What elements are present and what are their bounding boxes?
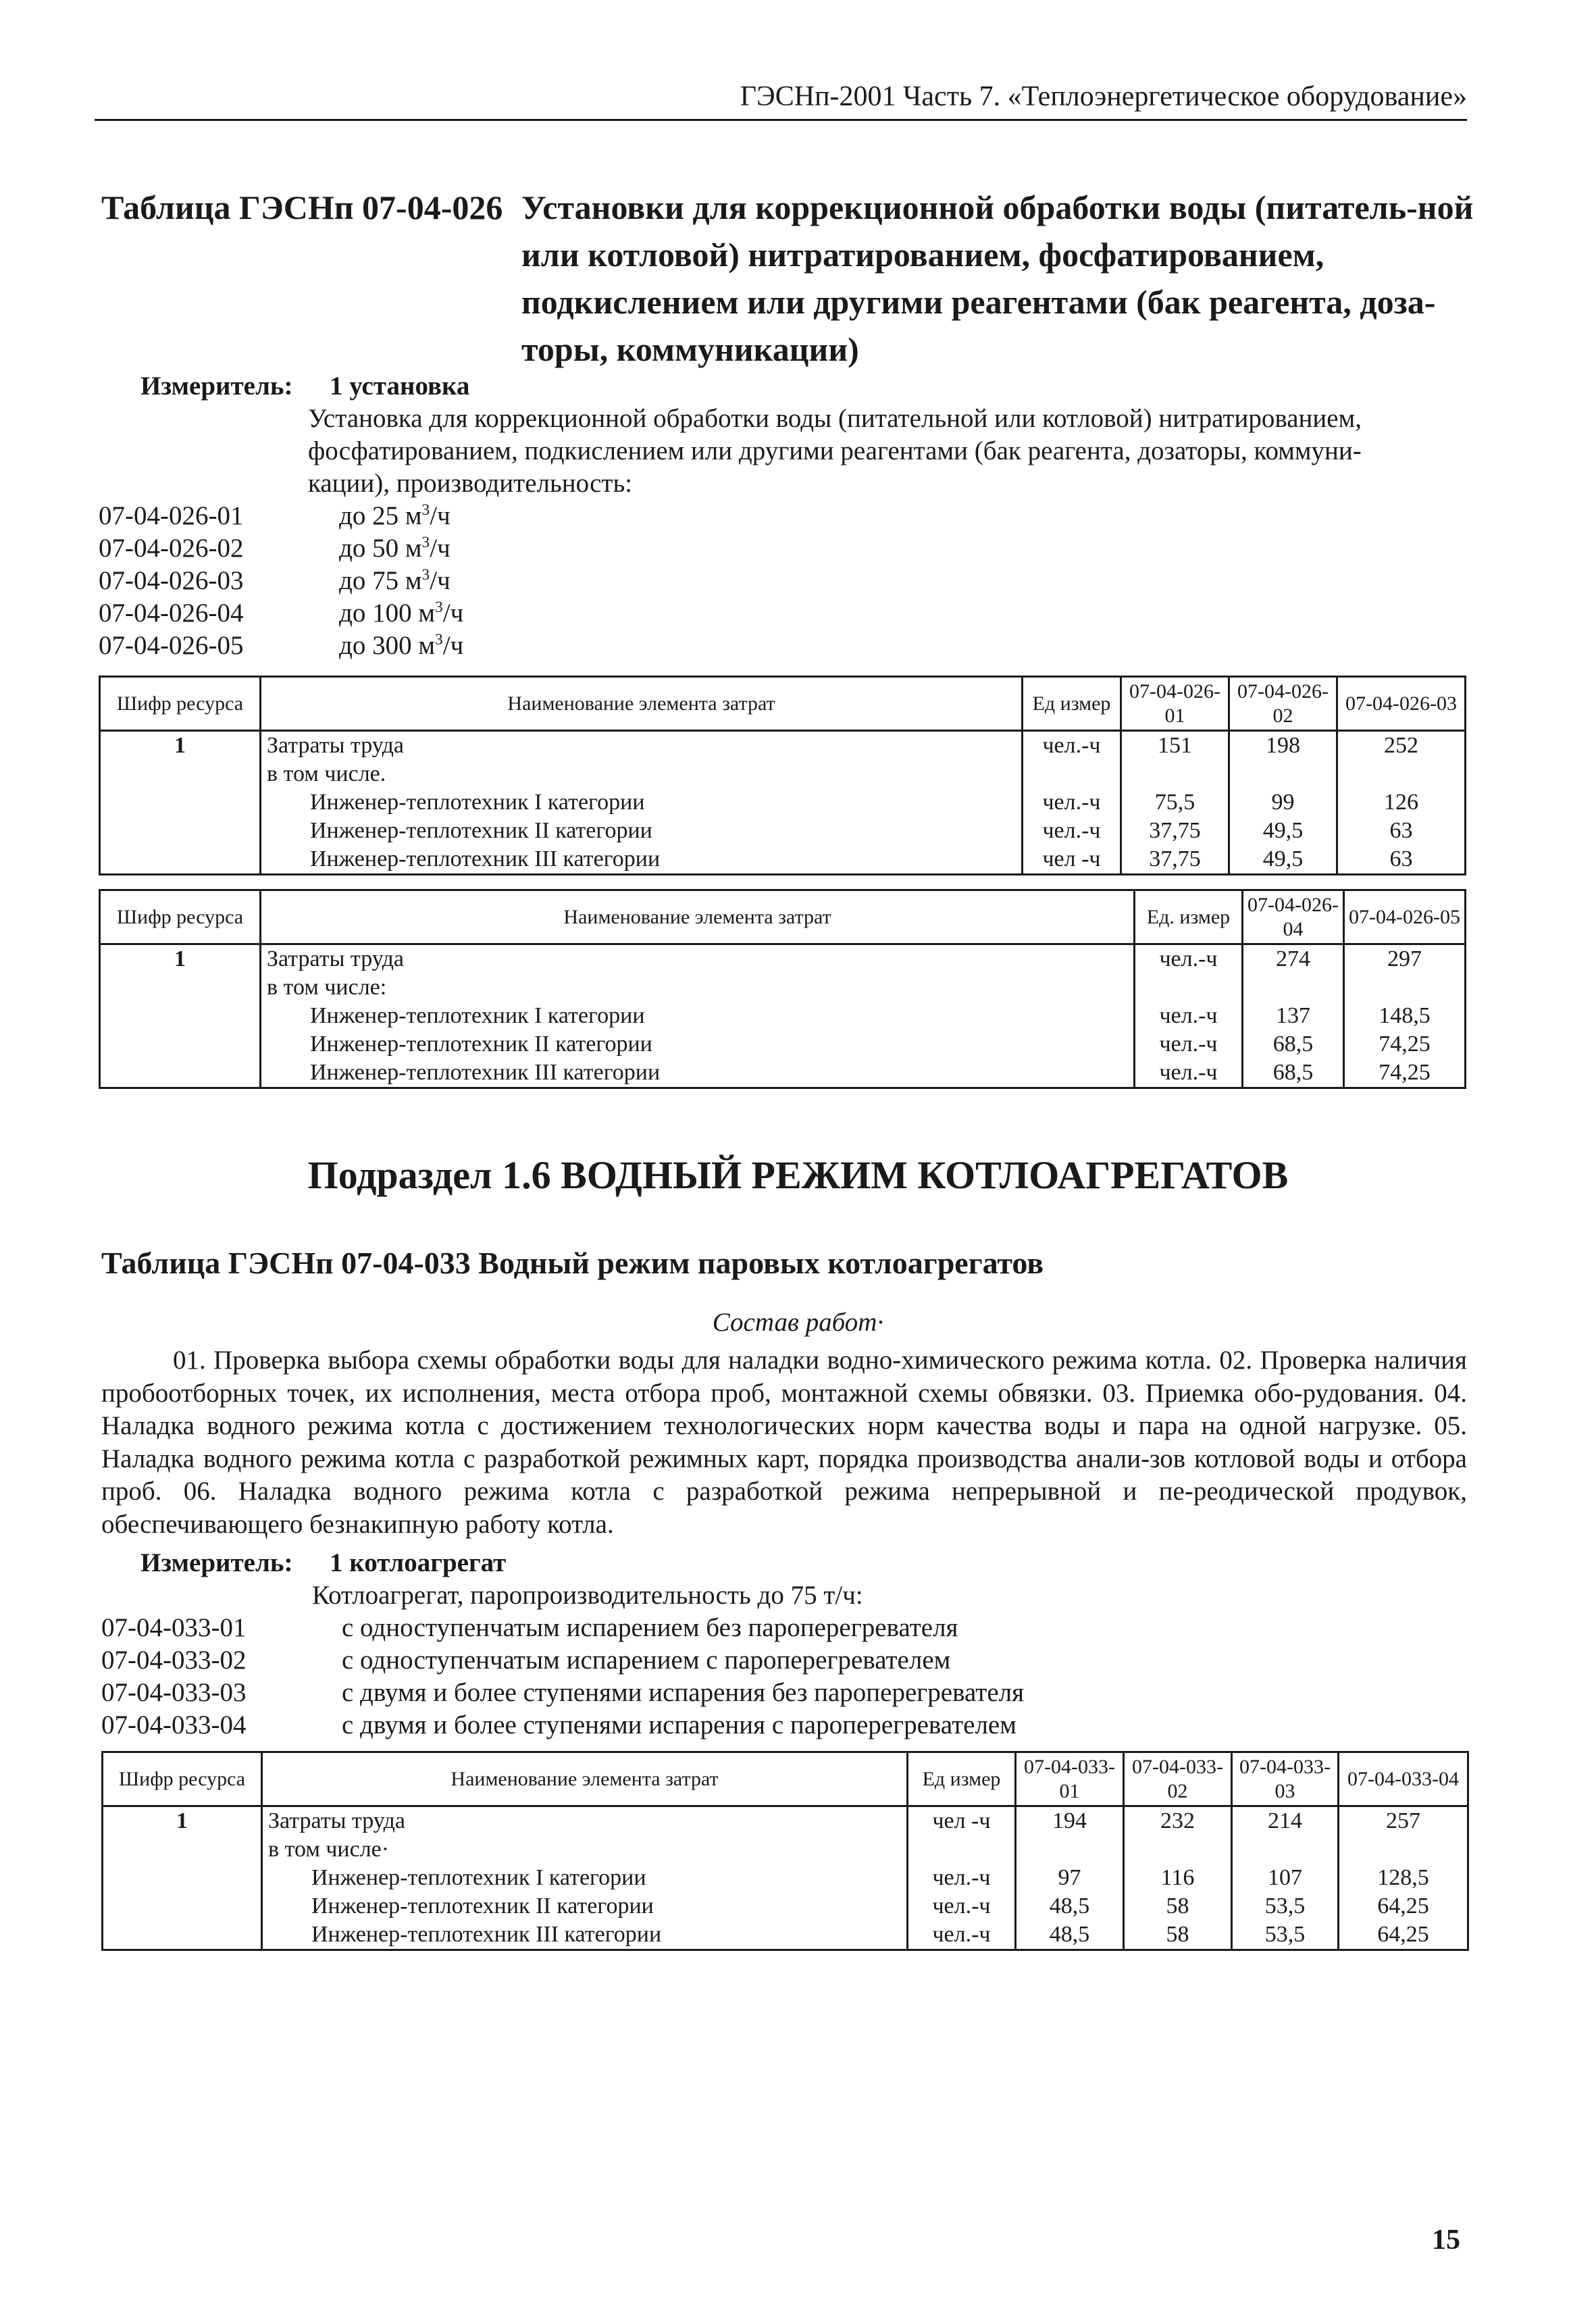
- header-col-2: 07-04-033-02: [1124, 1752, 1232, 1806]
- table-row: в том числе:: [100, 973, 1466, 1002]
- table-header-row: [103, 1752, 1468, 1806]
- table-1-intro: [308, 403, 1470, 500]
- item-text: с двумя и более ступенями испарения без пароперегревателя: [342, 1678, 1025, 1707]
- header-rule: [95, 119, 1467, 121]
- list-item: [99, 532, 463, 565]
- item-code: 07-04-033-04: [101, 1710, 247, 1739]
- header-col-2: 07-04-026-05: [1344, 890, 1466, 944]
- header-col-4: 07-04-033-04: [1339, 1752, 1468, 1806]
- table-2-code-list: [101, 1612, 1024, 1742]
- table-row: Инженер-теплотехник II категории чел.-ч 37,75 49,5 63: [100, 817, 1466, 845]
- item-code: 07-04-026-05: [99, 631, 244, 660]
- item-code: 07-04-033-02: [101, 1646, 247, 1675]
- header-col-2: 07-04-026-02: [1229, 677, 1337, 731]
- table-1-title: Установки для коррекционной обработки воды (питатель-ной или котловой) нитратированием, фосфатированием, подкислением или другими реагентами (бак реагента, доза-торы, коммуникации): [521, 188, 1474, 368]
- list-item: [101, 1677, 1024, 1709]
- table-header-row: [100, 677, 1466, 731]
- table-row: Инженер-теплотехник III категории чел.-ч 48,5 58 53,5 64,25: [103, 1921, 1468, 1950]
- table-1-label: Таблица ГЭСНп 07-04-026: [101, 188, 503, 226]
- intro-line-3: кации), производительность:: [308, 469, 633, 498]
- table-row: Инженер-теплотехник I категории чел.-ч 97 116 107 128,5: [103, 1864, 1468, 1892]
- header-code: Шифр ресурса: [100, 677, 261, 731]
- measure-value-2: 1 котлоагрегат: [330, 1548, 507, 1577]
- item-text: с одноступенчатым испарением без пароперегревателя: [342, 1613, 958, 1642]
- header-code: Шифр ресурса: [103, 1752, 262, 1806]
- item-code: 07-04-026-02: [99, 534, 244, 563]
- item-text: с двумя и более ступенями испарения с пароперегревателем: [342, 1710, 1016, 1739]
- list-item: [101, 1644, 1024, 1677]
- table-row: в том числе.: [100, 760, 1466, 788]
- header-name: Наименование элемента затрат: [262, 1752, 908, 1806]
- work-composition-label: Состав работ·: [712, 1308, 884, 1337]
- table-row: 1 Затраты труда чел -ч 194 232 214 257: [103, 1806, 1468, 1836]
- cost-table-b: [99, 889, 1466, 1089]
- table-row: Инженер-теплотехник II категории чел.-ч 48,5 58 53,5 64,25: [103, 1892, 1468, 1921]
- table-row: Инженер-теплотехник III категории чел -ч 37,75 49,5 63: [100, 845, 1466, 875]
- header-name: Наименование элемента затрат: [261, 677, 1023, 731]
- item-text: до 75 $м^3/ч$: [339, 566, 451, 595]
- list-item: [99, 500, 463, 532]
- table-header-row: [100, 890, 1466, 944]
- item-code: 07-04-033-01: [101, 1613, 247, 1642]
- list-item: [101, 1709, 1024, 1742]
- header-col-3: 07-04-033-03: [1232, 1752, 1339, 1806]
- header-code: Шифр ресурса: [100, 890, 261, 944]
- item-code: 07-04-026-03: [99, 566, 244, 595]
- intro-line-2: фосфатированием, подкислением или другими реагентами (бак реагента, дозаторы, коммуни-: [308, 436, 1362, 465]
- header-col-1: 07-04-033-01: [1016, 1752, 1124, 1806]
- measure-value-1: 1 установка: [330, 372, 470, 401]
- running-header: ГЭСНп-2001 Часть 7. «Теплоэнергетическое оборудование»: [740, 81, 1467, 112]
- item-code: 07-04-026-01: [99, 501, 244, 530]
- item-code: 07-04-033-03: [101, 1678, 247, 1707]
- measure-label-2: Измеритель:: [140, 1548, 293, 1577]
- header-col-1: 07-04-026-01: [1121, 677, 1229, 731]
- work-composition-text: 01. Проверка выбора схемы обработки воды для наладки водно-химического режима котла. 02. Проверка наличия пробоотборных точек, их исполнения, места отбора проб, монтажной схемы обвязки. 03. Приемка обо-рудования. 04. Наладка водного режима котла с достижением технологических норм качества воды и пара на одной нагрузке. 05. Наладка водного режима котла с разработкой режимных карт, порядка производства анали-зов котловой воды и отбора проб. 06. Наладка водного режима котла с разработкой режима непрерывной и пе-реодической продувок, обеспечивающего безнакипную работу котла.: [101, 1346, 1467, 1539]
- table-row: в том числе·: [103, 1835, 1468, 1864]
- measure-label-1: Измеритель:: [140, 372, 293, 401]
- table-row: Инженер-теплотехник I категории чел.-ч 75,5 99 126: [100, 788, 1466, 817]
- header-unit: Ед измер: [1023, 677, 1121, 731]
- table-2-heading: Таблица ГЭСНп 07-04-033 Водный режим паровых котлоагрегатов: [101, 1246, 1044, 1280]
- intro-line-1: Установка для коррекционной обработки воды (питательной или котловой) нитратированием,: [308, 404, 1362, 433]
- list-item: [101, 1612, 1024, 1644]
- cost-table-c: [101, 1751, 1469, 1951]
- header-col-1: 07-04-026-04: [1243, 890, 1344, 944]
- table-row: 1 Затраты труда чел.-ч 274 297: [100, 944, 1466, 974]
- header-name: Наименование элемента затрат: [261, 890, 1135, 944]
- item-text: с одноступенчатым испарением с пароперегревателем: [342, 1646, 951, 1675]
- subsection-heading: Подраздел 1.6 ВОДНЫЙ РЕЖИМ КОТЛОАГРЕГАТОВ: [307, 1153, 1289, 1197]
- list-item: [99, 597, 463, 630]
- item-text: до 100 $м^3/ч$: [339, 599, 464, 628]
- header-unit: Ед. измер: [1135, 890, 1243, 944]
- table-row: Инженер-теплотехник III категории чел.-ч 68,5 74,25: [100, 1059, 1466, 1088]
- table-row: Инженер-теплотехник I категории чел.-ч 137 148,5: [100, 1002, 1466, 1030]
- list-item: [99, 630, 463, 662]
- header-unit: Ед измер: [908, 1752, 1016, 1806]
- item-text: до 300 $м^3/ч$: [339, 631, 464, 660]
- table-2-intro: Котлоагрегат, паропроизводительность до 75 т/ч:: [312, 1581, 863, 1610]
- header-col-3: 07-04-026-03: [1337, 677, 1466, 731]
- item-text: до 50 $м^3/ч$: [339, 534, 451, 563]
- table-1-code-list: [99, 500, 463, 662]
- page-number: 15: [1432, 2225, 1460, 2256]
- item-text: до 25 $м^3/ч$: [339, 501, 451, 530]
- table-row: 1 Затраты труда чел.-ч 151 198 252: [100, 731, 1466, 761]
- item-code: 07-04-026-04: [99, 599, 244, 628]
- cost-table-a: [99, 676, 1466, 875]
- list-item: [99, 565, 463, 597]
- table-row: Инженер-теплотехник II категории чел.-ч 68,5 74,25: [100, 1030, 1466, 1059]
